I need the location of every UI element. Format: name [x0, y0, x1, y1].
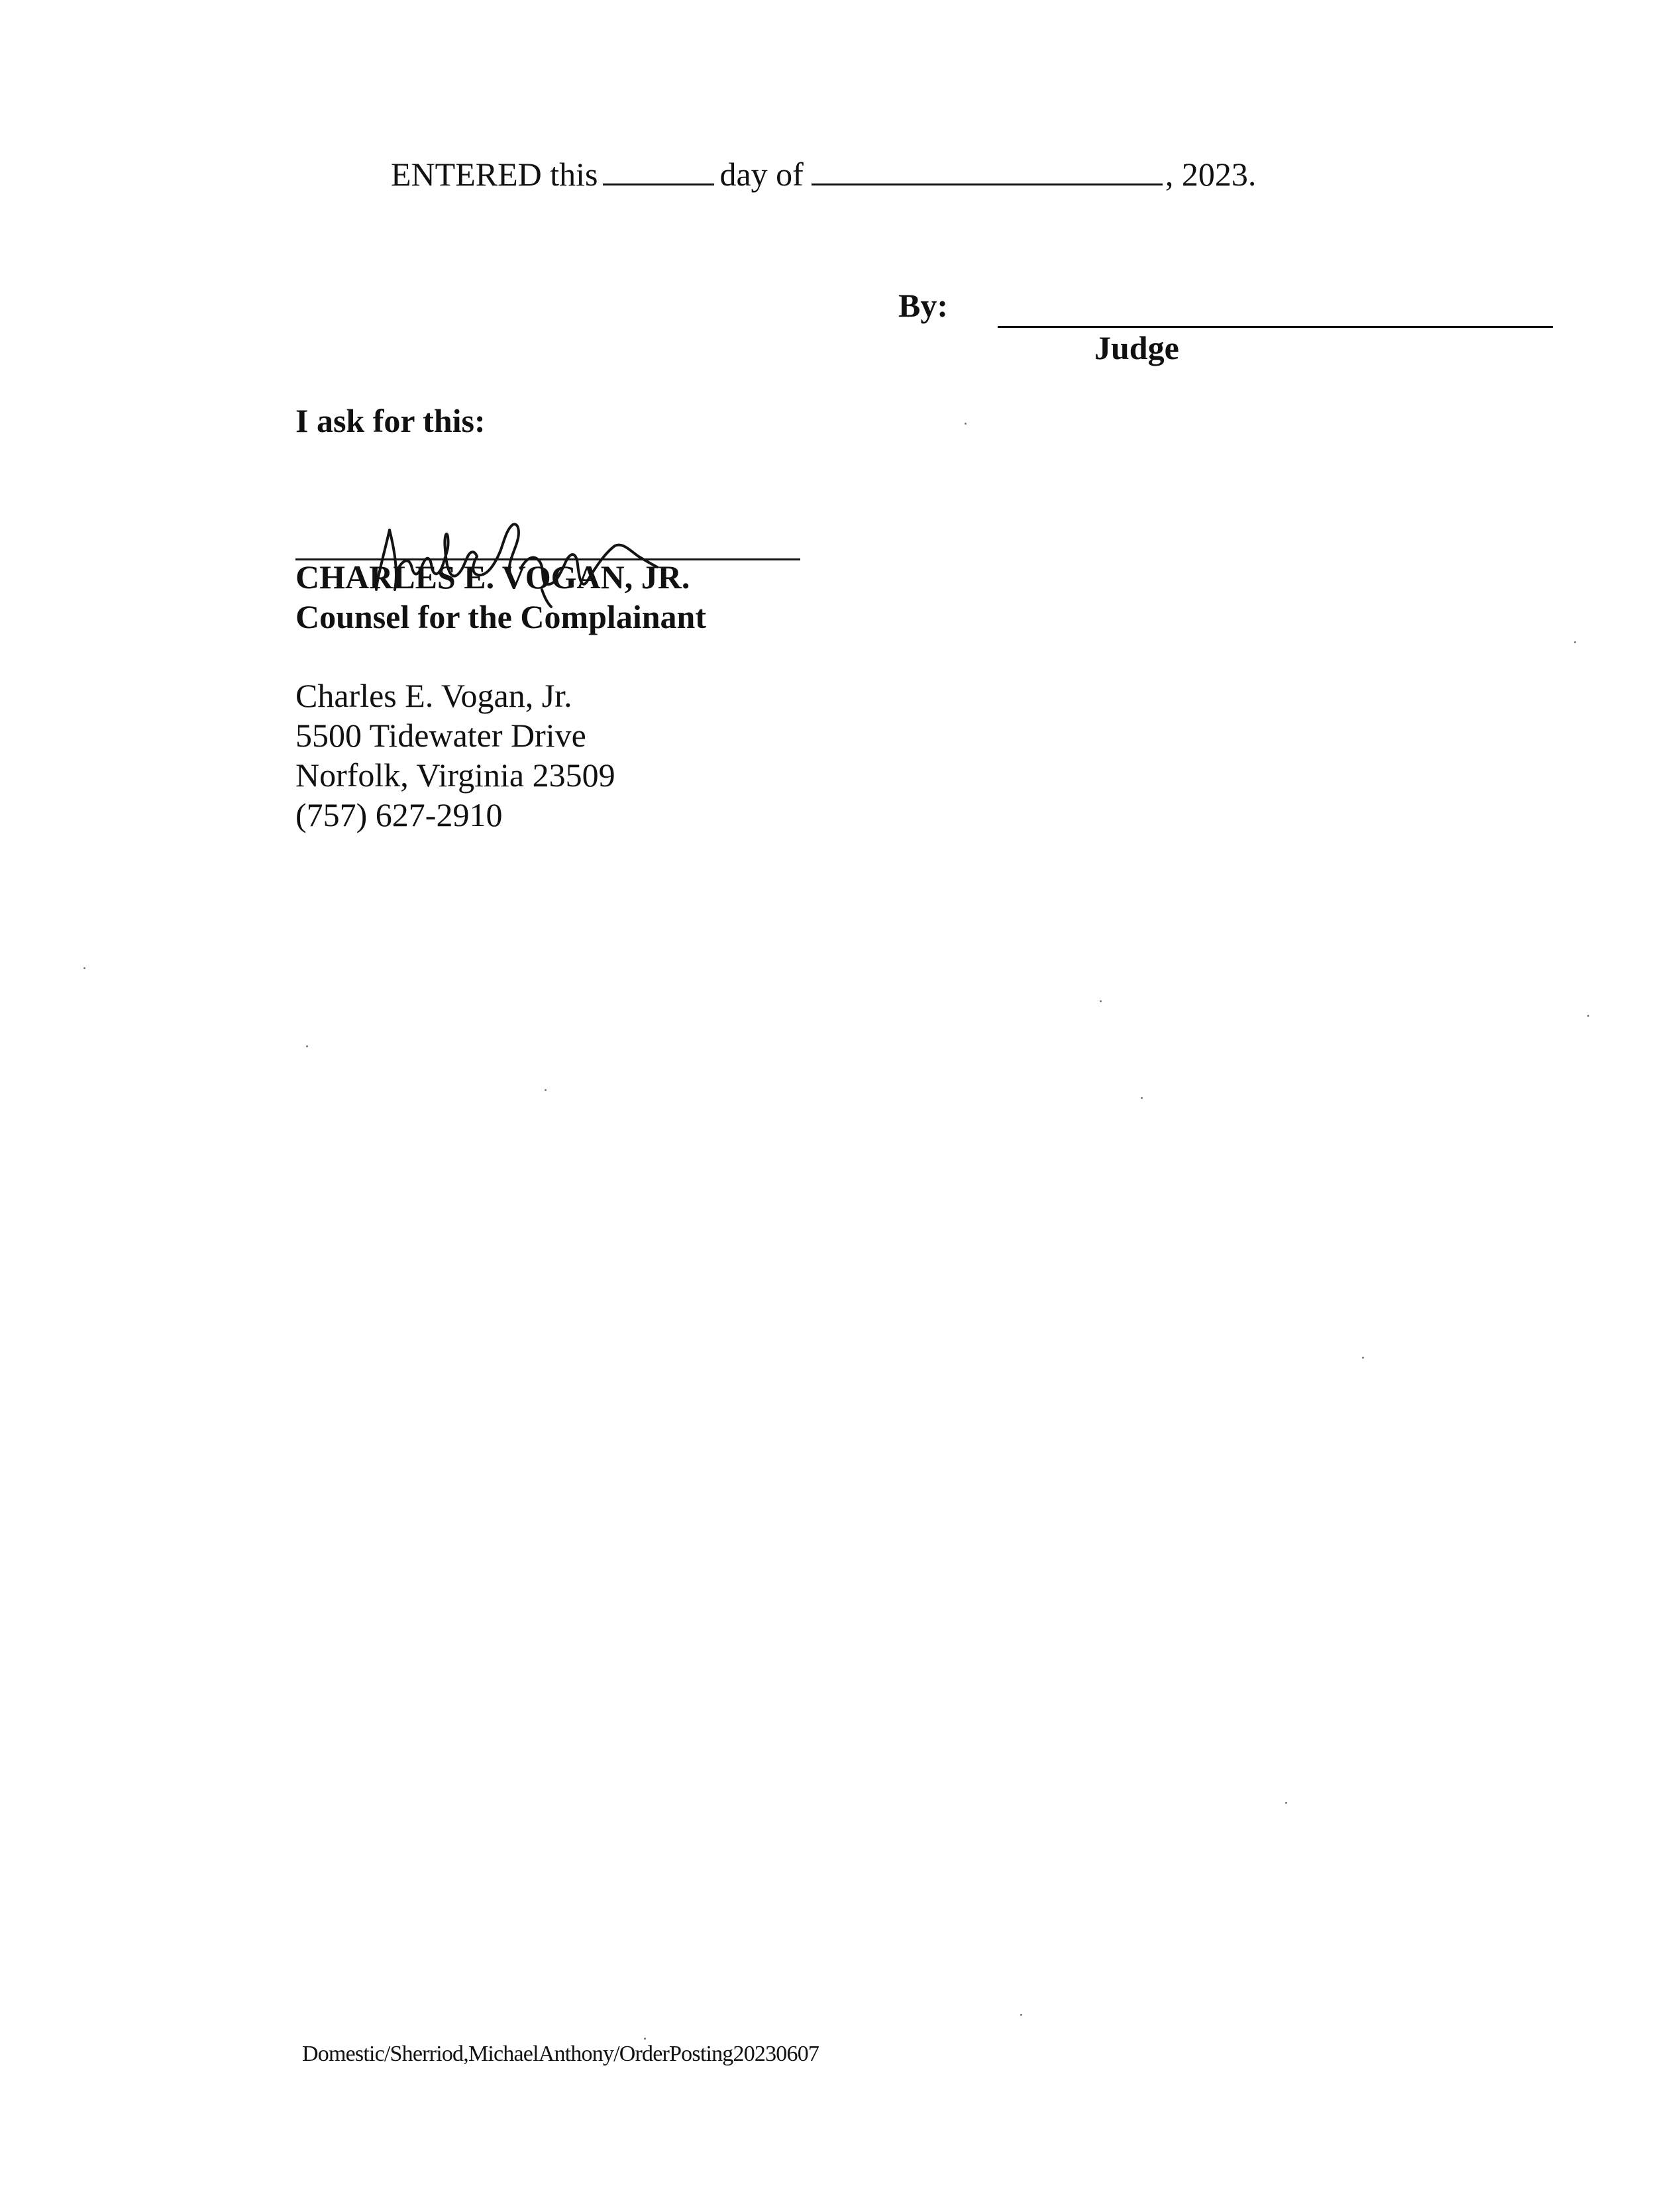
scan-speck [1587, 1015, 1589, 1017]
scan-speck [1100, 1000, 1102, 1002]
address-line: (757) 627-2910 [295, 796, 503, 833]
counsel-address [295, 676, 615, 835]
counsel-role: Counsel for the Complainant [295, 598, 706, 635]
scan-speck [644, 2038, 646, 2040]
ask-for-this-label: I ask for this: [295, 402, 486, 439]
scan-speck [1574, 641, 1576, 643]
scan-speck [965, 423, 967, 425]
scan-speck [1285, 1802, 1287, 1804]
entered-prefix: ENTERED this [391, 156, 598, 193]
entered-middle: day of [719, 156, 804, 193]
scan-speck [306, 1045, 308, 1047]
day-blank [603, 154, 714, 185]
entered-line [391, 151, 1256, 197]
address-line: Charles E. Vogan, Jr. [295, 677, 572, 714]
scan-speck [1362, 1357, 1364, 1359]
scan-speck [83, 967, 85, 969]
scan-speck [1020, 2014, 1022, 2016]
judge-signature-line [998, 326, 1553, 328]
address-line: 5500 Tidewater Drive [295, 717, 586, 754]
month-blank [812, 154, 1163, 185]
footer-file-path: Domestic/Sherriod,MichaelAnthony/OrderPosting20230607 [302, 2042, 819, 2066]
entered-suffix: , 2023. [1165, 156, 1257, 193]
scan-speck [545, 1089, 547, 1091]
judge-label: Judge [1094, 329, 1179, 366]
by-label: By: [898, 287, 948, 324]
address-line: Norfolk, Virginia 23509 [295, 757, 615, 794]
counsel-name: CHARLES E. VOGAN, JR. [295, 558, 690, 596]
scan-speck [1141, 1097, 1143, 1099]
